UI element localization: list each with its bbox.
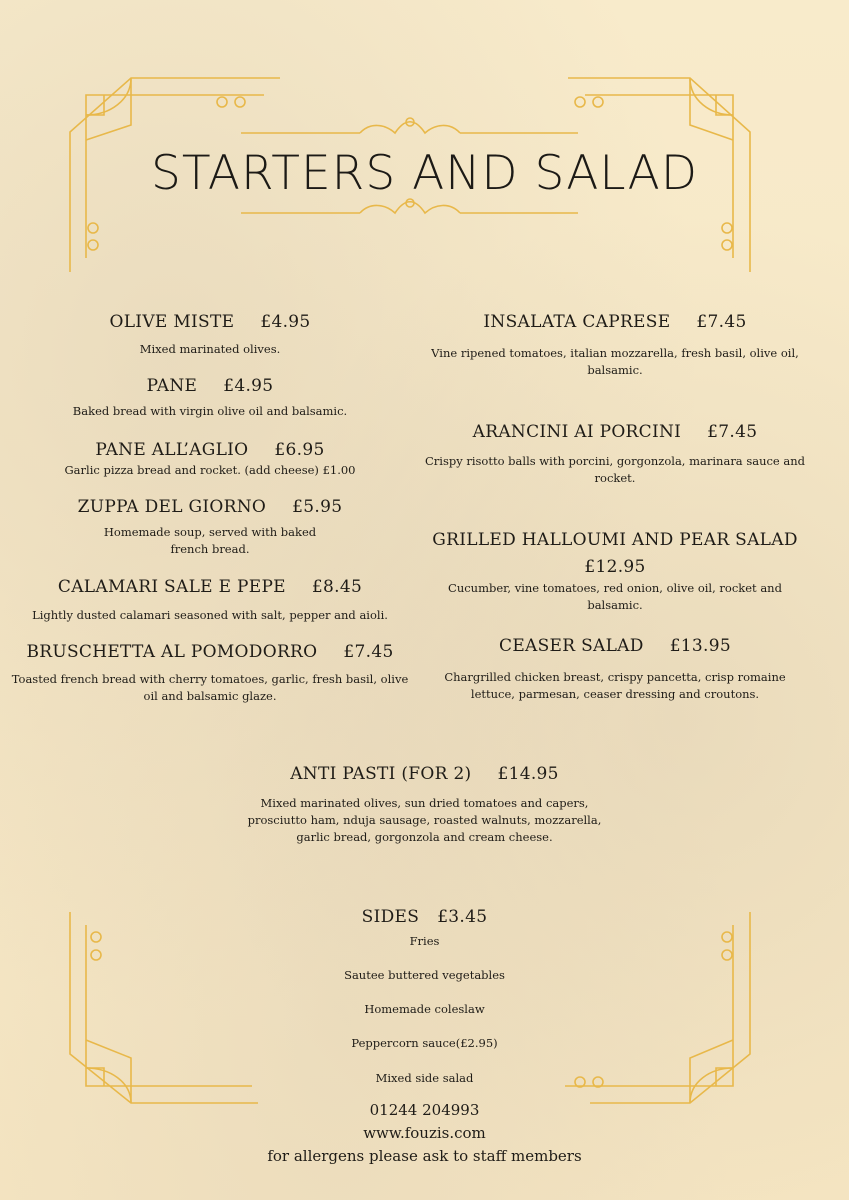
menu-item-ceaser-salad [430,636,800,656]
description-line: Garlic pizza bread and rocket. (add cheese) £1.00 [64,463,356,477]
description-line: Chargrilled chicken breast, crispy pancetta, crisp romaine [444,670,786,684]
item-description [420,669,810,703]
description-line: Toasted french bread with cherry tomatoes, garlic, fresh basil, olive [11,672,409,686]
description-line: balsamic. [587,598,643,612]
description-line: garlic bread, gorgonzola and cream cheese. [296,830,553,844]
item-description [430,580,800,614]
sides-name: SIDES [361,907,420,927]
description-line: Mixed marinated olives, sun dried tomatoes and capers, [260,796,589,810]
description-line: prosciutto ham, nduja sausage, roasted walnuts, mozzarella, [247,813,602,827]
item-name: ANTI PASTI (FOR 2) [290,764,472,784]
item-price: £7.45 [696,312,747,332]
description-line: Cucumber, vine tomatoes, red onion, olive oil, rocket and [448,581,782,595]
menu-item-calamari [20,577,400,597]
item-price: £14.95 [497,764,559,784]
item-name: CALAMARI SALE E PEPE [57,577,286,597]
side-item: Mixed side salad [375,1071,474,1085]
menu-item-olive-miste [40,312,380,332]
item-name: CEASER SALAD [499,636,644,656]
description-line: oil and balsamic glaze. [143,689,277,703]
item-price: £12.95 [584,557,646,577]
item-price: £13.95 [669,636,731,656]
item-name: INSALATA CAPRESE [483,312,671,332]
side-item: Peppercorn sauce(£2.95) [351,1036,498,1050]
sides-price: £3.45 [437,907,488,927]
item-price: £4.95 [223,376,274,396]
item-description [420,345,810,379]
description-line: Baked bread with virgin olive oil and balsamic. [72,404,348,418]
description-line: Mixed marinated olives. [139,342,281,356]
side-item: Sautee buttered vegetables [344,968,505,982]
side-item: Homemade coleslaw [364,1002,485,1016]
item-price: £6.95 [274,440,325,460]
item-description [60,524,360,558]
description-line: Homemade soup, served with baked [103,525,317,539]
item-price: £7.45 [707,422,758,442]
description-line: lettuce, parmesan, ceaser dressing and croutons. [470,687,760,701]
item-description [10,671,410,705]
menu-item-arancini [430,422,800,442]
item-price: £4.95 [260,312,311,332]
page-title: STARTERS AND SALAD [150,146,699,201]
item-description [30,341,390,358]
item-description [10,607,410,624]
item-name: PANE ALL’AGLIO [95,440,249,460]
phone-number: 01244 204993 [369,1101,480,1119]
item-name: BRUSCHETTA AL POMODORRO [26,642,318,662]
allergen-notice: for allergens please ask to staff members [267,1147,582,1165]
menu-item-bruschetta [10,642,410,662]
item-description [0,795,849,846]
description-line: balsamic. [587,363,643,377]
description-line: Vine ripened tomatoes, italian mozzarella, fresh basil, olive oil, [431,346,799,360]
item-price: £8.45 [311,577,363,597]
website-link[interactable]: www.fouzis.com [363,1124,486,1142]
item-name: ZUPPA DEL GIORNO [77,497,267,517]
item-description [10,462,410,479]
item-price: £7.45 [343,642,394,662]
item-name: OLIVE MISTE [109,312,235,332]
description-line: rocket. [594,471,636,485]
description-line: french bread. [170,542,250,556]
menu-item-pane-allaglio [40,440,380,460]
side-item: Fries [409,934,440,948]
menu-item-grilled-halloumi [420,530,810,577]
item-price: £5.95 [292,497,343,517]
menu-item-insalata-caprese [430,312,800,332]
item-name: ARANCINI AI PORCINI [472,422,682,442]
description-line: Lightly dusted calamari seasoned with salt, pepper and aioli. [32,608,388,622]
menu-item-pane [40,376,380,396]
description-line: Crispy risotto balls with porcini, gorgonzola, marinara sauce and [424,454,806,468]
item-name: GRILLED HALLOUMI AND PEAR SALAD [432,530,798,550]
menu-item-anti-pasti [0,764,849,784]
item-description [420,453,810,487]
item-name: PANE [146,376,198,396]
item-description [20,403,400,420]
menu-item-zuppa-del-giorno [30,497,390,517]
sides-heading [0,907,849,927]
